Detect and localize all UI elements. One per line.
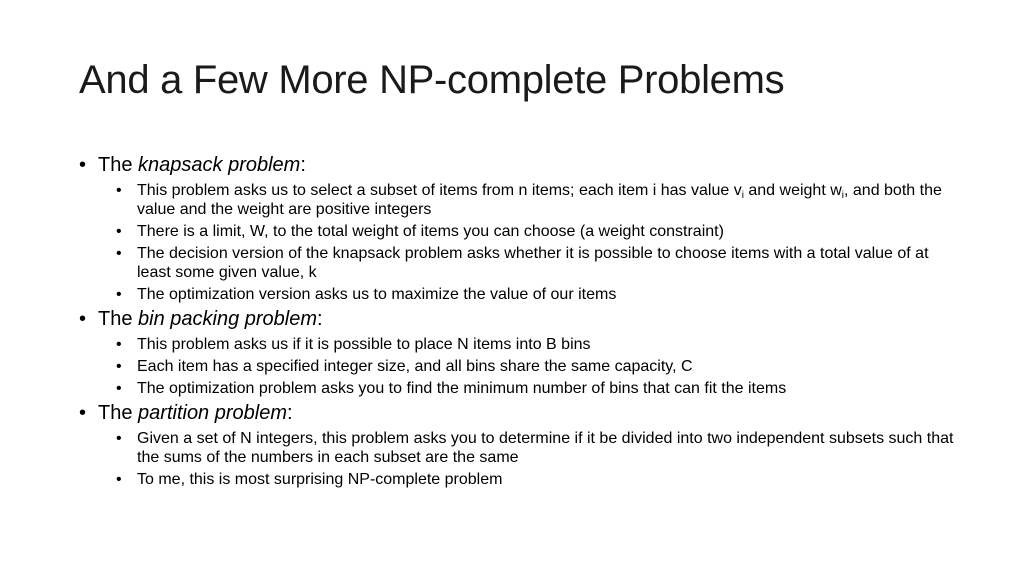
slide-title: And a Few More NP-complete Problems	[79, 58, 785, 102]
subscript: i	[741, 190, 744, 201]
sub-bullet: • Given a set of N integers, this problem asks you to determine if it be divided into two independent subsets such that the sums of the numbers in each subset are the same	[79, 429, 959, 467]
sub-bullet: • There is a limit, W, to the total weight of items you can choose (a weight constraint)	[79, 222, 959, 241]
term-knapsack: knapsack problem	[138, 154, 301, 176]
sub-bullet: • Each item has a specified integer size, and all bins share the same capacity, C	[79, 357, 959, 376]
bullet-prefix: The	[98, 308, 139, 330]
bullet-partition-problem	[79, 400, 959, 426]
bullet-prefix: The	[98, 402, 139, 424]
sub-bullet: • The optimization version asks us to maximize the value of our items	[79, 285, 959, 304]
knapsack-sub-bullets	[79, 181, 959, 304]
sub-bullet	[79, 181, 959, 219]
sub-bullet: • The optimization problem asks you to find the minimum number of bins that can fit the items	[79, 379, 959, 398]
bullet-prefix: The	[98, 154, 139, 176]
term-bin-packing: bin packing problem	[138, 308, 318, 330]
text-part: This problem asks us to select a subset of items from n items; each item i has value v	[137, 182, 742, 199]
bullet-suffix: :	[300, 154, 306, 176]
slide-content	[79, 150, 959, 489]
sub-bullet: • To me, this is most surprising NP-complete problem	[79, 470, 959, 489]
term-partition: partition problem	[138, 402, 287, 424]
text-part: , and both the value and the weight are positive integers	[137, 182, 942, 218]
partition-sub-bullets	[79, 429, 959, 489]
bullet-bin-packing-problem	[79, 306, 959, 332]
sub-bullet: • This problem asks us if it is possible to place N items into B bins	[79, 335, 959, 354]
sub-bullet: • The decision version of the knapsack problem asks whether it is possible to choose items with a total value of at least some given value, k	[79, 244, 959, 282]
bin-packing-sub-bullets	[79, 335, 959, 398]
bullet-knapsack-problem	[79, 152, 959, 178]
subscript: i	[841, 190, 844, 201]
bullet-suffix: :	[317, 308, 323, 330]
bullet-suffix: :	[287, 402, 293, 424]
text-part: and weight w	[743, 182, 842, 199]
